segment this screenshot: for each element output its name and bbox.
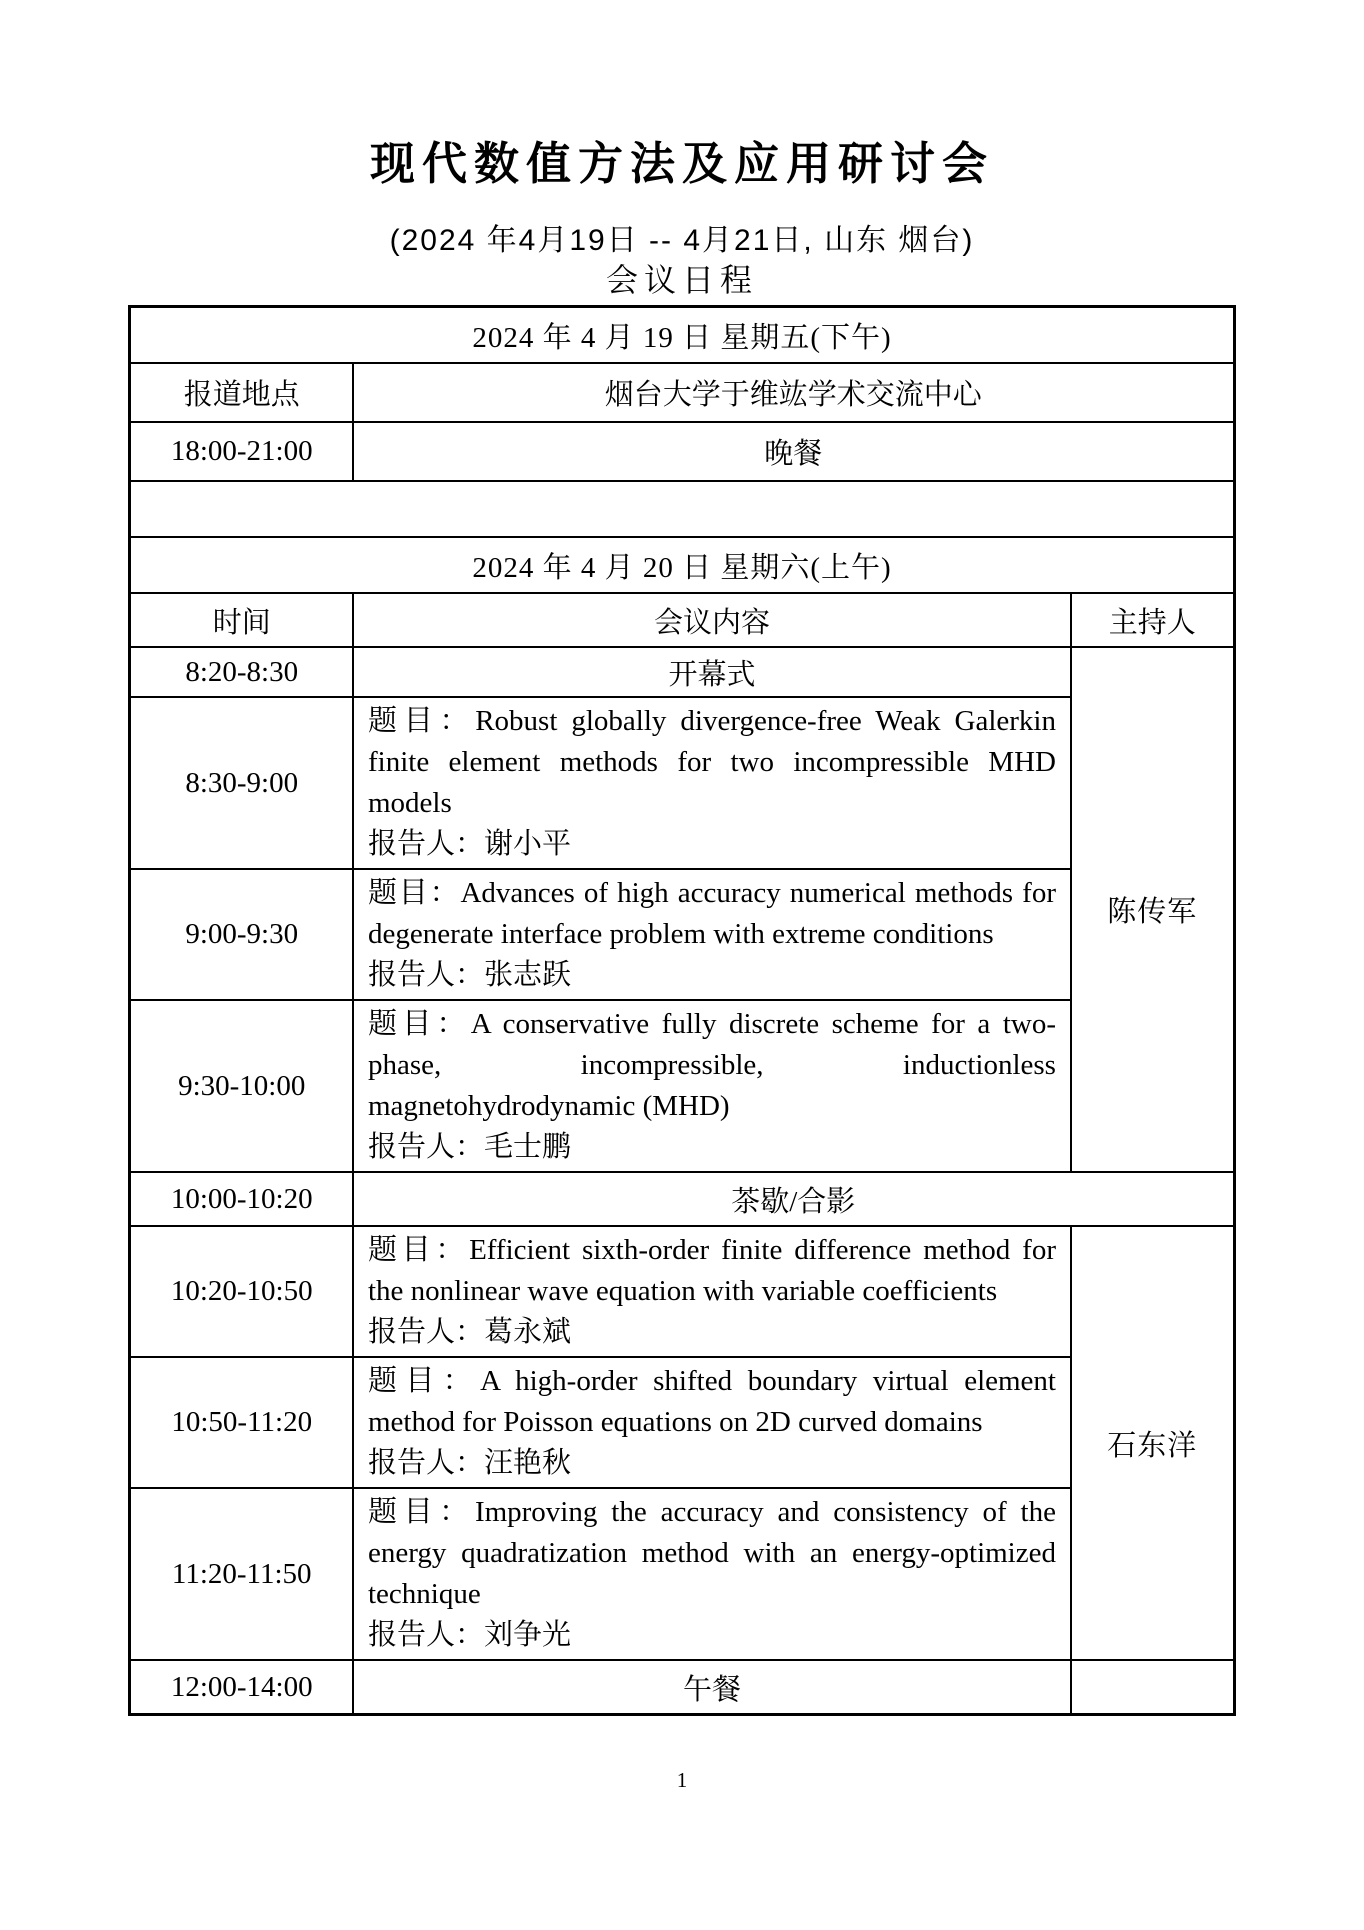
schedule-heading: 会议日程: [605, 262, 758, 298]
session2-host-cell: 石东洋: [1071, 1226, 1234, 1660]
page-number: 1: [676, 1768, 688, 1792]
lunch-row: [130, 1660, 1234, 1715]
talk-content-cell: [353, 869, 1071, 1000]
talk-speaker: 报告人：谢小平: [367, 828, 571, 860]
talk-content-cell: [353, 1357, 1071, 1488]
tea-break-time-cell: 10:00-10:20: [130, 1172, 353, 1226]
talk-content-cell: [353, 697, 1071, 869]
opening-event-cell: 开幕式: [353, 647, 1071, 697]
host-column-header: 主持人: [1071, 593, 1234, 647]
dinner-row: [130, 422, 1234, 481]
tea-break-row: [130, 1172, 1234, 1226]
talk-time-cell: 10:20-10:50: [130, 1226, 353, 1357]
talk-time-cell: 8:30-9:00: [130, 697, 353, 869]
time-column-header: 时间: [130, 593, 353, 647]
talk-row-1: [130, 697, 1234, 869]
registration-row: [130, 363, 1234, 422]
day1-section-header: 2024 年 4 月 19 日 星期五(下午): [130, 307, 1234, 364]
talk-content-cell: [353, 1488, 1071, 1660]
column-header-row: [130, 593, 1234, 647]
registration-value-cell: 烟台大学于维竑学术交流中心: [353, 363, 1234, 422]
opening-row: [130, 647, 1234, 697]
talk-content-cell: [353, 1000, 1071, 1172]
spacer-cell: [130, 481, 1234, 537]
lunch-event-cell: 午餐: [353, 1660, 1071, 1715]
talk-row-4: [130, 1226, 1234, 1357]
talk-title: 题目：Efficient sixth-order finite difference method for the nonlinear wave equation with variable coefficients: [367, 1234, 1056, 1307]
talk-time-cell: 10:50-11:20: [130, 1357, 353, 1488]
talk-title: 题目：Robust globally divergence-free Weak Galerkin finite element methods for two incompressible MHD models: [367, 705, 1056, 819]
day1-section-row: [130, 307, 1234, 364]
talk-speaker: 报告人：毛士鹏: [367, 1131, 571, 1163]
conference-dates-location: (2024 年4月19日 -- 4月21日, 山东 烟台): [389, 224, 975, 257]
day2-section-header: 2024 年 4 月 20 日 星期六(上午): [130, 537, 1234, 593]
conference-title: 现代数值方法及应用研讨会: [369, 138, 994, 189]
talk-row-2: [130, 869, 1234, 1000]
lunch-host-cell-empty: [1071, 1660, 1234, 1715]
talk-time-cell: 9:30-10:00: [130, 1000, 353, 1172]
lunch-time-cell: 12:00-14:00: [130, 1660, 353, 1715]
talk-time-cell: 11:20-11:50: [130, 1488, 353, 1660]
schedule-table: [128, 305, 1235, 1716]
talk-title: 题目：A high-order shifted boundary virtual element method for Poisson equations on 2D curved domains: [367, 1365, 1056, 1438]
talk-speaker: 报告人：张志跃: [367, 959, 571, 991]
content-column-header: 会议内容: [353, 593, 1071, 647]
talk-speaker: 报告人：葛永斌: [367, 1316, 571, 1348]
spacer-row: [130, 481, 1234, 537]
talk-title: 题目：Advances of high accuracy numerical methods for degenerate interface problem with extreme conditions: [367, 877, 1056, 950]
dinner-time-cell: 18:00-21:00: [130, 422, 353, 481]
day2-section-row: [130, 537, 1234, 593]
opening-time-cell: 8:20-8:30: [130, 647, 353, 697]
talk-speaker: 报告人：刘争光: [367, 1619, 571, 1651]
talk-title: 题目：A conservative fully discrete scheme for a two-phase, incompressible, inductionless magnetohydrodynamic (MHD): [367, 1008, 1056, 1122]
talk-row-3: [130, 1000, 1234, 1172]
talk-content-cell: [353, 1226, 1071, 1357]
registration-label-cell: 报道地点: [130, 363, 353, 422]
talk-speaker: 报告人：汪艳秋: [367, 1447, 571, 1479]
talk-title: 题目：Improving the accuracy and consistency of the energy quadratization method with an energy-optimized technique: [367, 1496, 1056, 1610]
session1-host-cell: 陈传军: [1071, 647, 1234, 1172]
talk-row-6: [130, 1488, 1234, 1660]
talk-time-cell: 9:00-9:30: [130, 869, 353, 1000]
dinner-event-cell: 晚餐: [353, 422, 1234, 481]
talk-row-5: [130, 1357, 1234, 1488]
tea-break-event-cell: 茶歇/合影: [353, 1172, 1234, 1226]
